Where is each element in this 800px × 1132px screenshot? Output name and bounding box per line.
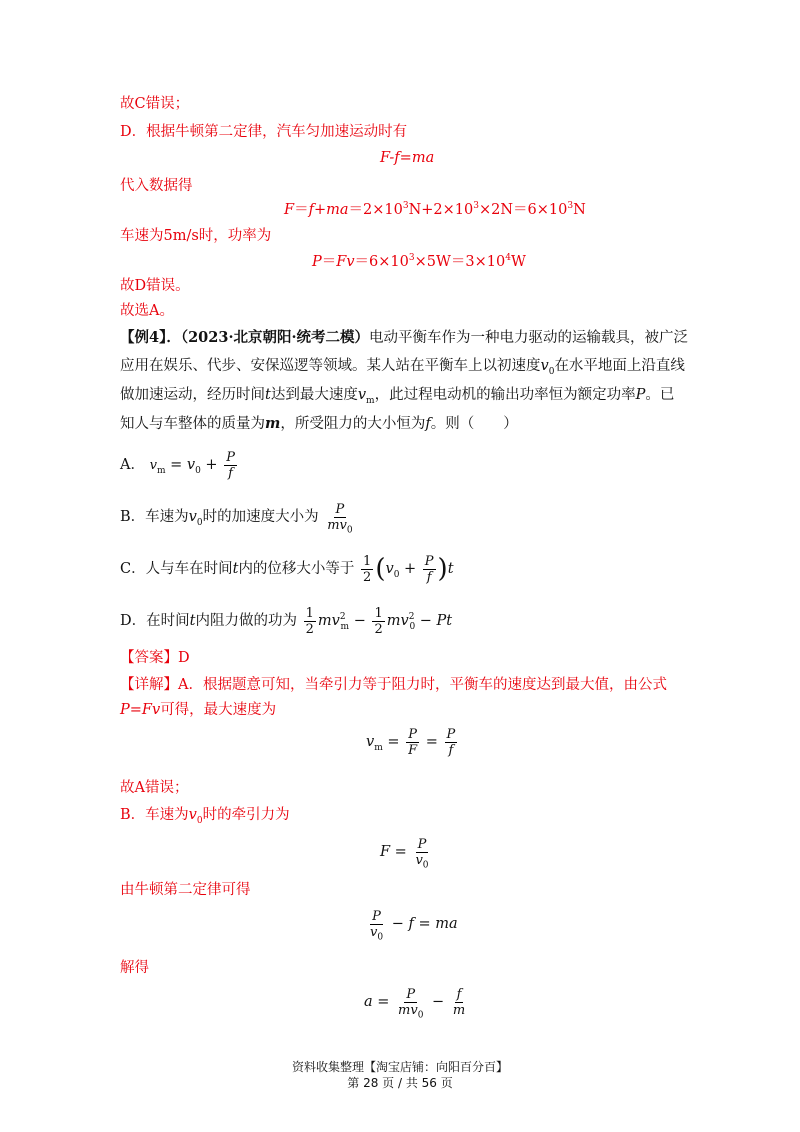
- footer-source: 资料收集整理【淘宝店铺：向阳百分百】: [291, 1060, 508, 1074]
- footer-page-number: 第 28 页 / 共 56 页: [347, 1076, 453, 1090]
- line-speed-power: 车速为5m/s时，功率为: [120, 228, 272, 244]
- eq-vm: $v_m$ = $\frac{P}{F}$ = $\frac{P}{f}$: [366, 726, 456, 758]
- line-solve: 解得: [120, 960, 149, 976]
- line-a-wrong: 故A错误；: [120, 780, 189, 796]
- example-line-1: 【例4】．（2023·北京朝阳·统考二模）电动平衡车作为一种电力驱动的运输载具，被广泛: [120, 329, 689, 346]
- example-tag: 【例4】．: [120, 329, 181, 346]
- line-d-newton: D．根据牛顿第二定律，汽车匀加速运动时有: [120, 124, 408, 140]
- detail-line-2: P=Fv可得，最大速度为: [120, 702, 277, 718]
- option-b: B．车速为$v_0$时的加速度大小为 $\frac{P}{mv_0}$: [120, 501, 353, 536]
- option-c: C．人与车在时间t内的位移大小等于 $\frac{1}{2}$ ($v_0$ + $\frac{P}{f}$ )t: [120, 553, 454, 585]
- line-d-wrong: 故D错误。: [120, 278, 190, 294]
- detail-line-1: 【详解】A．根据题意可知，当牵引力等于阻力时，平衡车的速度达到最大值，由公式: [120, 677, 667, 693]
- eq-traction: F = $\frac{P}{v_0}$: [380, 836, 429, 871]
- example-source: （2023·北京朝阳·统考二模）: [180, 329, 370, 346]
- eq-accel: a = $\frac{P}{mv_0}$ − $\frac{f}{m}$: [364, 986, 466, 1021]
- line-b-traction: B．车速为$v_0$时的牵引力为: [120, 807, 290, 826]
- line-substitute: 代入数据得: [120, 178, 193, 194]
- example-line-2: 应用在娱乐、代步、安保巡逻等领域。某人站在平衡车上以初速度$v_0$在水平地面上沿直线: [120, 358, 685, 377]
- answer-label: 【答案】D: [120, 650, 190, 666]
- example-line-4: 知人与车整体的质量为m，所受阻力的大小恒为f。则（ ）: [120, 415, 518, 432]
- eq-force-value: $F=f+ma=2\times 10^3N+2\times 10^3\times 2N=6\times 10^3N$: [284, 201, 586, 218]
- line-choose-a: 故选A。: [120, 303, 174, 319]
- eq-power-value: $P=Fv=6\times 10^3\times 5W=3\times 10^4W$: [312, 253, 526, 270]
- option-d: D．在时间t内阻力做的功为 $\frac{1}{2}$ $mv^2_m$ − $\frac{1}{2}$ $mv^2_0 - Pt$: [120, 605, 453, 637]
- option-a: A． $v_m = v_0$ + $\frac{P}{f}$: [120, 449, 235, 481]
- example-line-3: 做加速运动，经历时间t达到最大速度$v_m$，此过程电动机的输出功率恒为额定功率P。已: [120, 387, 675, 406]
- eq-f-minus-f: F-f=ma: [380, 150, 435, 166]
- line-c-wrong: 故C错误；: [120, 96, 190, 112]
- eq-newton: $\frac{P}{v_0}$ − f = ma: [370, 908, 458, 943]
- line-newton: 由牛顿第二定律可得: [120, 882, 251, 898]
